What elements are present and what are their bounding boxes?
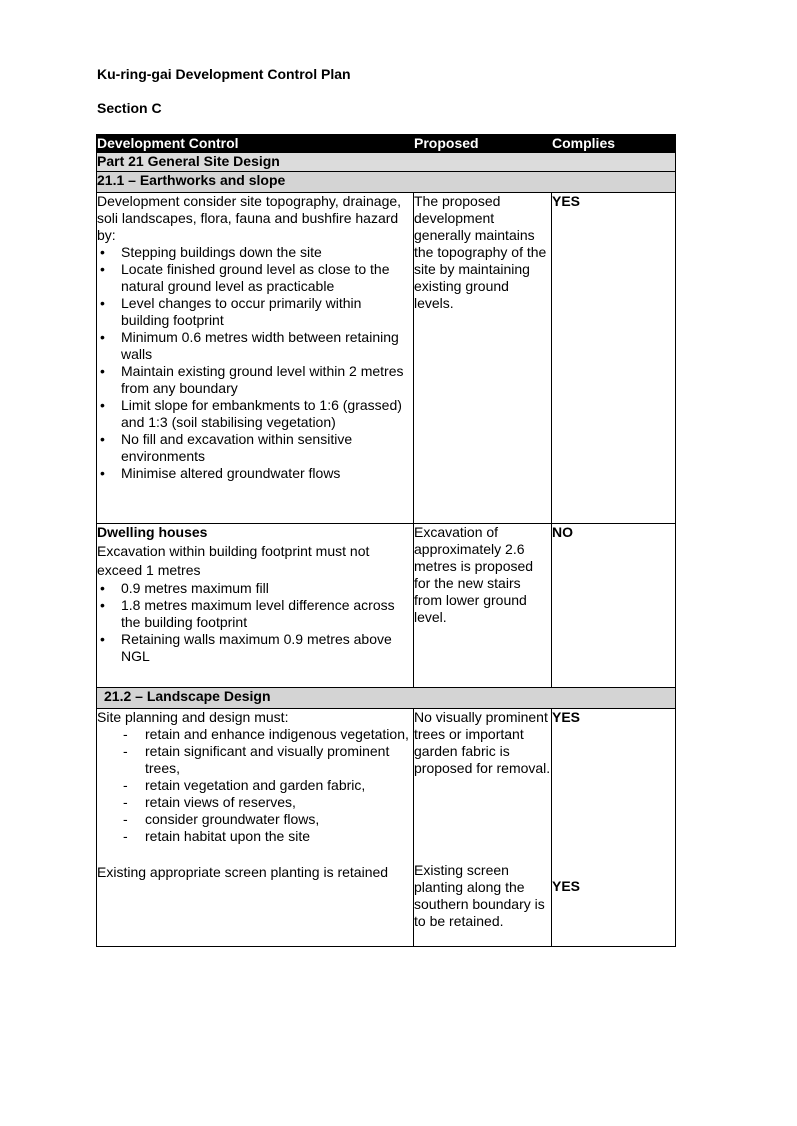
control-cell — [97, 193, 414, 524]
control-intro: Excavation within building footprint must not exceed 1 metres — [97, 543, 370, 578]
proposed-text: No visually prominent trees or important garden fabric is proposed for removal. — [414, 709, 551, 776]
proposed-text-screen: Existing screen planting along the southern boundary is to be retained. — [414, 862, 545, 929]
list-item: • Stepping buildings down the site — [97, 244, 413, 261]
table-row — [97, 193, 676, 524]
complies-cell: YES — [552, 193, 676, 524]
section-title: Section C — [97, 100, 162, 116]
list-item: - retain and enhance indigenous vegetation, — [97, 726, 413, 743]
earthworks-heading-row — [97, 172, 676, 193]
complies-cell — [552, 709, 676, 947]
list-item: - retain habitat upon the site — [97, 828, 413, 845]
list-item: • 1.8 metres maximum level difference across the building footprint — [97, 597, 413, 631]
header-proposed: Proposed — [414, 135, 552, 153]
earthworks-heading: 21.1 – Earthworks and slope — [97, 172, 676, 193]
list-item: • No fill and excavation within sensitive environments — [97, 431, 413, 465]
list-item: - retain vegetation and garden fabric, — [97, 777, 413, 794]
development-control-table — [96, 134, 676, 947]
list-item: • Minimum 0.6 metres width between retaining walls — [97, 329, 413, 363]
complies-value: YES — [552, 709, 581, 725]
list-item: - retain views of reserves, — [97, 794, 413, 811]
header-complies: Complies — [552, 135, 676, 153]
control-dash-list — [97, 726, 413, 845]
control-intro: Development consider site topography, drainage, soli landscapes, flora, fauna and bushfire hazard by: — [97, 193, 402, 243]
control-cell — [97, 524, 414, 688]
complies-value-screen: YES — [552, 878, 581, 894]
table-row — [97, 524, 676, 688]
list-item: • Retaining walls maximum 0.9 metres above NGL — [97, 631, 413, 665]
list-item: • Level changes to occur primarily within building footprint — [97, 295, 413, 329]
proposed-cell: Excavation of approximately 2.6 metres is proposed for the new stairs from lower ground level. — [414, 524, 552, 688]
proposed-cell: The proposed development generally maintains the topography of the site by maintaining existing ground levels. — [414, 193, 552, 524]
control-bullet-list — [97, 580, 413, 665]
list-item: • Minimise altered groundwater flows — [97, 465, 413, 482]
part-title: Part 21 General Site Design — [97, 153, 676, 172]
landscape-heading-row — [97, 688, 676, 709]
control-intro: Site planning and design must: — [97, 709, 289, 725]
landscape-heading: 21.2 – Landscape Design — [97, 688, 676, 709]
table-row — [97, 709, 676, 947]
header-development-control: Development Control — [97, 135, 414, 153]
dwelling-houses-heading: Dwelling houses — [97, 524, 208, 540]
proposed-cell — [414, 709, 552, 947]
part-row — [97, 153, 676, 172]
list-item: • 0.9 metres maximum fill — [97, 580, 413, 597]
control-screen-planting: Existing appropriate screen planting is retained — [97, 864, 389, 880]
list-item: • Locate finished ground level as close to the natural ground level as practicable — [97, 261, 413, 295]
document-title: Ku-ring-gai Development Control Plan — [97, 66, 351, 82]
control-cell — [97, 709, 414, 947]
list-item: • Maintain existing ground level within 2 metres from any boundary — [97, 363, 413, 397]
list-item: • Limit slope for embankments to 1:6 (grassed) and 1:3 (soil stabilising vegetation) — [97, 397, 413, 431]
list-item: - consider groundwater flows, — [97, 811, 413, 828]
control-bullet-list — [97, 244, 413, 482]
list-item: - retain significant and visually prominent trees, — [97, 743, 413, 777]
complies-cell: NO — [552, 524, 676, 688]
table-header-row — [97, 135, 676, 153]
